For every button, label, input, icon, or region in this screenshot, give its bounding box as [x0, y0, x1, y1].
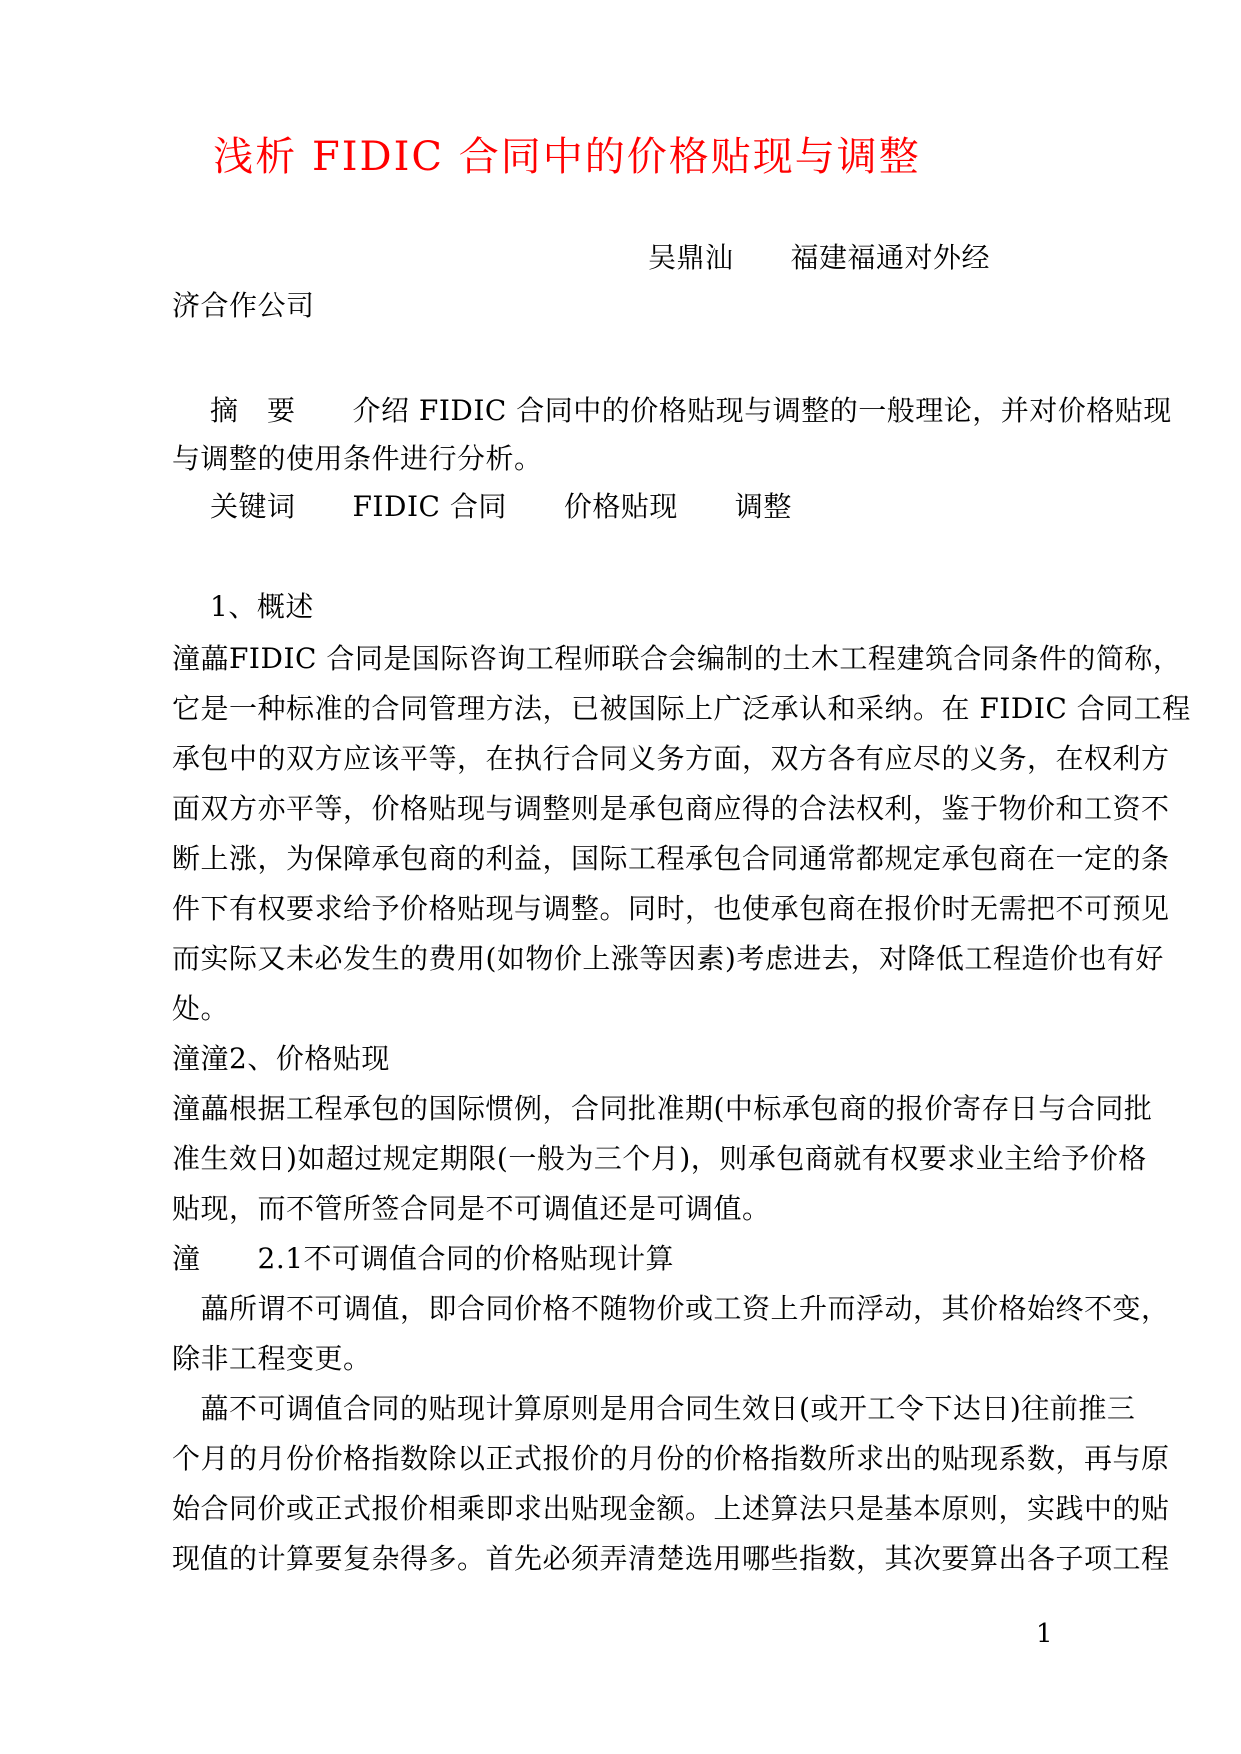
- body-line: 面双方亦平等，价格贴现与调整则是承包商应得的合法权利，鉴于物价和工资不: [172, 792, 1170, 825]
- document-title: 浅析 FIDIC 合同中的价格贴现与调整: [213, 134, 921, 180]
- body-line: 贴现，而不管所签合同是不可调值还是可调值。: [172, 1192, 771, 1225]
- abstract-line-1: 摘 要 介绍 FIDIC 合同中的价格贴现与调整的一般理论，并对价格贴现: [210, 394, 1172, 427]
- section-heading-price-discount: 潼潼2、价格贴现: [172, 1042, 390, 1075]
- body-line: 藟不可调值合同的贴现计算原则是用合同生效日(或开工令下达日)往前推三: [172, 1392, 1136, 1425]
- body-line: 断上涨，为保障承包商的利益，国际工程承包合同通常都规定承包商在一定的条: [172, 842, 1170, 875]
- body-line: 除非工程变更。: [172, 1342, 372, 1375]
- body-line: 件下有权要求给予价格贴现与调整。同时，也使承包商在报价时无需把不可预见: [172, 892, 1170, 925]
- body-line: 它是一种标准的合同管理方法，已被国际上广泛承认和采纳。在 FIDIC 合同工程: [172, 692, 1191, 725]
- section-heading-2-1: 潼 2.1不可调值合同的价格贴现计算: [172, 1242, 675, 1275]
- body-line: 始合同价或正式报价相乘即求出贴现金额。上述算法只是基本原则，实践中的贴: [172, 1492, 1170, 1525]
- body-line: 处。: [172, 992, 230, 1025]
- keywords-line: 关键词 FIDIC 合同 价格贴现 调整: [210, 490, 792, 523]
- body-line: 藟所谓不可调值，即合同价格不随物价或工资上升而浮动，其价格始终不变，: [172, 1292, 1170, 1325]
- section-heading-overview: 1、概述: [210, 590, 314, 623]
- body-line: 现值的计算要复杂得多。首先必须弄清楚选用哪些指数，其次要算出各子项工程: [172, 1542, 1170, 1575]
- body-line: 潼藟根据工程承包的国际惯例，合同批准期(中标承包商的报价寄存日与合同批: [172, 1092, 1153, 1125]
- author-line-continuation: 济合作公司: [172, 289, 315, 322]
- body-line: 准生效日)如超过规定期限(一般为三个月)，则承包商就有权要求业主给予价格: [172, 1142, 1147, 1175]
- body-line: 而实际又未必发生的费用(如物价上涨等因素)考虑进去，对降低工程造价也有好: [172, 942, 1164, 975]
- abstract-line-2: 与调整的使用条件进行分析。: [172, 442, 543, 475]
- author-line: 吴鼎汕 福建福通对外经: [648, 241, 991, 274]
- body-line: 潼藟FIDIC 合同是国际咨询工程师联合会编制的土木工程建筑合同条件的简称，: [172, 642, 1182, 675]
- page-number: 1: [1036, 1619, 1053, 1649]
- body-line: 承包中的双方应该平等，在执行合同义务方面，双方各有应尽的义务，在权利方: [172, 742, 1170, 775]
- body-line: 个月的月份价格指数除以正式报价的月份的价格指数所求出的贴现系数，再与原: [172, 1442, 1170, 1475]
